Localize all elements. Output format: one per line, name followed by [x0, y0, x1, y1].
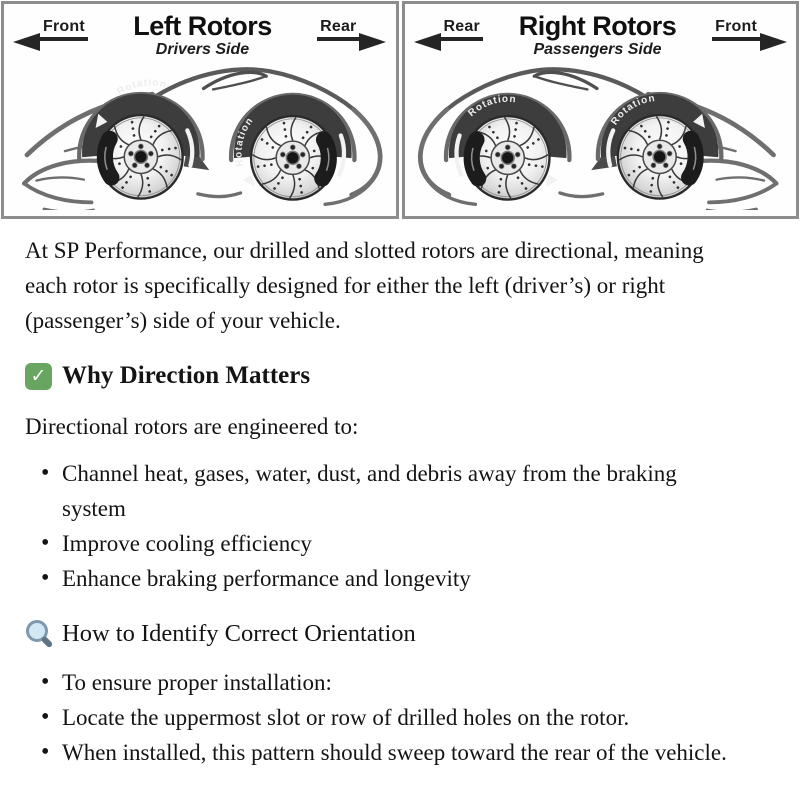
left-rotors-panel — [1, 1, 399, 219]
section-heading-identify-orientation — [25, 619, 800, 648]
intro-paragraph: At SP Performance, our drilled and slotted rotors are directional, meaning each rotor is specifically designed for either the left (driver’s) or right (passenger’s) side of your vehicle. — [25, 238, 704, 333]
section-heading-text: How to Identify Correct Orientation — [62, 620, 416, 647]
right-arrow-icon — [760, 33, 787, 51]
check-mark-emoji-icon — [25, 363, 52, 390]
list-item: • Channel heat, gases, water, dust, and debris away from the braking system — [62, 456, 734, 526]
list-item: • When installed, this pattern should sweep toward the rear of the vehicle. — [62, 735, 734, 770]
right-panel-header — [405, 4, 797, 60]
left-arrow-icon — [13, 33, 40, 51]
section-heading-text: Why Direction Matters — [62, 362, 311, 389]
left-panel-titles — [133, 13, 272, 59]
magnifying-glass-emoji-icon — [25, 619, 54, 648]
right-car-illustration — [405, 60, 797, 210]
right-panel-titles — [519, 13, 676, 59]
rotor-direction-diagram — [0, 0, 800, 219]
rotation-arrow-icon — [545, 174, 557, 187]
rotation-label: Rotation — [233, 115, 256, 168]
rotation-label: Rotation — [465, 93, 517, 119]
article — [0, 233, 800, 770]
right-rotors-panel — [402, 1, 800, 219]
left-arrow-icon — [414, 33, 441, 51]
left-car-illustration — [4, 60, 396, 210]
list-item: • To ensure proper installation: — [62, 665, 734, 700]
panel-title: Right Rotors — [518, 11, 677, 41]
list-item: • Improve cooling efficiency — [62, 526, 734, 561]
panel-subtitle: Drivers Side — [155, 41, 250, 58]
front-direction-indicator — [13, 19, 88, 41]
rotation-label: Rotation — [115, 77, 169, 98]
rear-label: Rear — [317, 19, 359, 41]
rotation-label: Rotation — [608, 92, 656, 128]
rear-direction-indicator — [414, 19, 483, 41]
section2-bullet-list — [25, 665, 800, 770]
section-heading-why-direction-matters — [25, 361, 800, 391]
front-label: Front — [40, 19, 88, 41]
panel-subtitle: Passengers Side — [533, 41, 662, 58]
list-item: • Locate the uppermost slot or row of drilled holes on the rotor. — [62, 700, 734, 735]
front-direction-indicator — [712, 19, 787, 41]
rear-label: Rear — [441, 19, 483, 41]
section1-bullet-list — [25, 456, 800, 596]
rear-direction-indicator — [317, 19, 386, 41]
section1-lead: Directional rotors are engineered to: — [25, 414, 359, 439]
right-arrow-icon — [359, 33, 386, 51]
panel-title: Left Rotors — [133, 11, 272, 41]
list-item: • Enhance braking performance and longevity — [62, 561, 734, 596]
left-panel-header — [4, 4, 396, 60]
front-label: Front — [712, 19, 760, 41]
rotation-arrow-icon — [242, 174, 254, 187]
